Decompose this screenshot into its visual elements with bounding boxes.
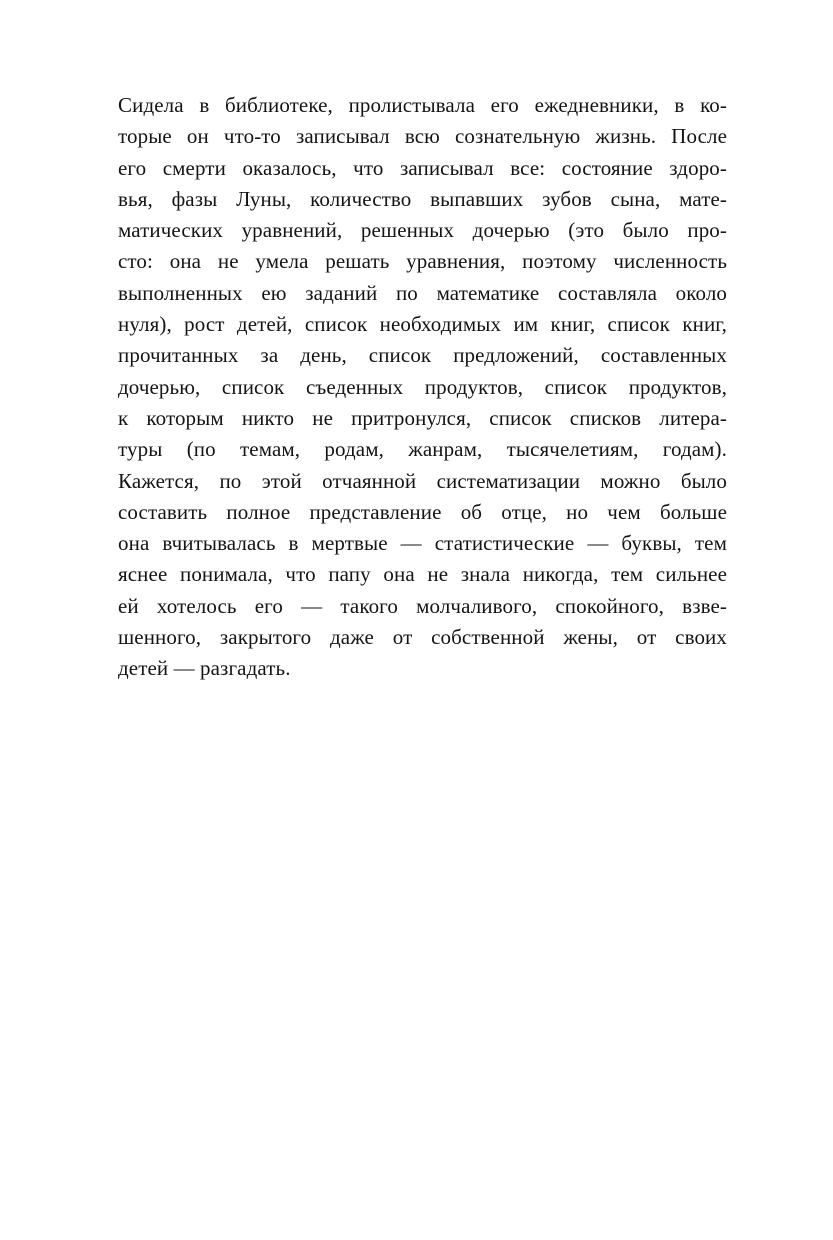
text-line: дочерью, список съеденных продуктов, список продуктов, [118, 374, 727, 399]
text-line: ей хотелось его — такого молчаливого, спокойного, взве- [118, 593, 727, 618]
text-line: торые он что-то записывал всю сознательную жизнь. После [118, 124, 727, 149]
text-line: его смерти оказалось, что записывал все: состояние здоро- [118, 155, 727, 180]
text-line: детей — разгадать. [118, 656, 291, 681]
text-line: выполненных ею заданий по математике составляла около [118, 280, 727, 305]
text-line: к которым никто не притронулся, список списков литера- [118, 405, 727, 430]
text-line: вья, фазы Луны, количество выпавших зубов сына, мате- [118, 186, 727, 211]
text-line: туры (по темам, родам, жанрам, тысячелетиям, годам). [118, 437, 727, 462]
text-line: матических уравнений, решенных дочерью (это было про- [118, 218, 727, 243]
text-line: нуля), рост детей, список необходимых им книг, список книг, [118, 312, 727, 337]
text-line: прочитанных за день, список предложений, составленных [118, 343, 727, 368]
text-line: Сидела в библиотеке, пролистывала его ежедневники, в ко- [118, 93, 727, 117]
text-line: сто: она не умела решать уравнения, поэтому численность [118, 249, 727, 274]
text-line: Кажется, по этой отчаянной систематизации можно было [118, 468, 727, 493]
text-line: шенного, закрытого даже от собственной жены, от своих [118, 625, 727, 650]
text-line: составить полное представление об отце, но чем больше [118, 499, 727, 524]
text-line: она вчитывалась в мертвые — статистические — буквы, тем [118, 531, 727, 556]
text-line: яснее понимала, что папу она не знала никогда, тем сильнее [118, 562, 727, 587]
paragraph-text-block [118, 90, 727, 685]
